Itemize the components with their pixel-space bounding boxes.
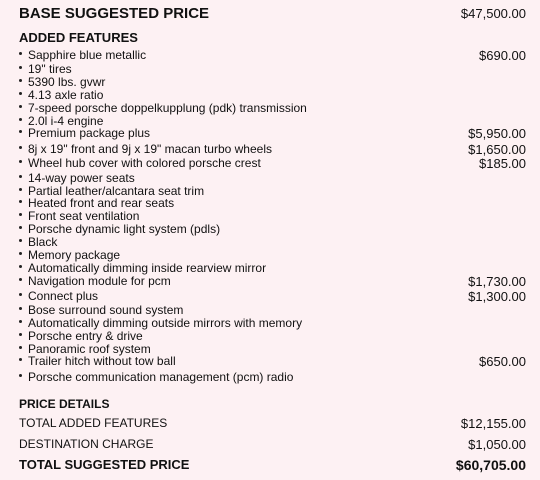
feature-text: 14-way power seats (28, 171, 135, 185)
feature-text: 2.0l i-4 engine (28, 114, 104, 128)
feature-price: $1,650.00 (468, 142, 526, 157)
total-added-value: $12,155.00 (460, 416, 526, 431)
feature-label (19, 142, 272, 156)
feature-label (19, 261, 266, 275)
feature-label (19, 289, 98, 303)
added-features-heading: ADDED FEATURES (19, 30, 138, 45)
total-value: $60,705.00 (455, 457, 526, 473)
feature-text: Memory package (28, 248, 121, 262)
feature-label (19, 329, 143, 343)
bullet-icon (19, 79, 22, 82)
feature-text: 19" tires (28, 62, 72, 76)
bullet-icon (19, 278, 22, 281)
feature-label (19, 48, 146, 62)
base-price-label: BASE SUGGESTED PRICE (19, 5, 210, 22)
feature-label (19, 88, 103, 102)
feature-label (19, 222, 220, 236)
bullet-icon (19, 175, 22, 178)
feature-price: $185.00 (479, 156, 526, 171)
feature-label (19, 196, 174, 210)
feature-label (19, 75, 105, 89)
feature-text: 8j x 19" front and 9j x 19" macan turbo wheels (28, 142, 272, 156)
bullet-icon (19, 265, 22, 268)
bullet-icon (19, 66, 22, 69)
bullet-icon (19, 188, 22, 191)
bullet-icon (19, 130, 22, 133)
feature-text: Bose surround sound system (28, 303, 184, 317)
feature-label (19, 370, 293, 384)
bullet-icon (19, 374, 22, 377)
feature-text: 4.13 axle ratio (28, 88, 104, 102)
bullet-icon (19, 226, 22, 229)
feature-text: 5390 lbs. gvwr (28, 75, 106, 89)
feature-label (19, 126, 150, 140)
destination-value: $1,050.00 (468, 437, 526, 452)
base-price-value: $47,500.00 (460, 6, 526, 21)
feature-price: $5,950.00 (468, 126, 526, 141)
bullet-icon (19, 200, 22, 203)
bullet-icon (19, 92, 22, 95)
feature-text: Wheel hub cover with colored porsche crest (28, 156, 261, 170)
feature-label (19, 62, 72, 76)
bullet-icon (19, 160, 22, 163)
feature-label (19, 274, 171, 288)
feature-label (19, 235, 57, 249)
feature-text: Heated front and rear seats (28, 196, 175, 210)
bullet-icon (19, 52, 22, 55)
feature-price: $650.00 (479, 354, 526, 369)
feature-text: Trailer hitch without tow ball (28, 354, 176, 368)
bullet-icon (19, 358, 22, 361)
feature-price: $690.00 (479, 48, 526, 63)
total-label: TOTAL SUGGESTED PRICE (19, 457, 190, 472)
feature-text: Panoramic roof system (28, 342, 151, 356)
feature-text: Navigation module for pcm (28, 274, 171, 288)
feature-text: Connect plus (28, 289, 99, 303)
bullet-icon (19, 252, 22, 255)
feature-text: Black (28, 235, 58, 249)
feature-text: Porsche communication management (pcm) radio (28, 370, 294, 384)
bullet-icon (19, 213, 22, 216)
bullet-icon (19, 118, 22, 121)
feature-text: 7-speed porsche doppelkupplung (pdk) transmission (28, 101, 307, 115)
feature-text: Partial leather/alcantara seat trim (28, 184, 205, 198)
feature-label (19, 209, 139, 223)
bullet-icon (19, 105, 22, 108)
feature-text: Porsche dynamic light system (pdls) (28, 222, 221, 236)
feature-label (19, 101, 307, 115)
destination-label: DESTINATION CHARGE (19, 437, 154, 451)
bullet-icon (19, 346, 22, 349)
feature-label (19, 248, 120, 262)
feature-price: $1,730.00 (468, 274, 526, 289)
bullet-icon (19, 146, 22, 149)
feature-label (19, 303, 183, 317)
feature-text: Porsche entry & drive (28, 329, 143, 343)
feature-text: Premium package plus (28, 126, 151, 140)
bullet-icon (19, 293, 22, 296)
feature-label (19, 354, 176, 368)
feature-price: $1,300.00 (468, 289, 526, 304)
bullet-icon (19, 333, 22, 336)
total-added-label: TOTAL ADDED FEATURES (19, 416, 168, 430)
feature-label (19, 171, 135, 185)
feature-label (19, 156, 261, 170)
bullet-icon (19, 320, 22, 323)
feature-text: Front seat ventilation (28, 209, 140, 223)
bullet-icon (19, 239, 22, 242)
feature-label (19, 316, 302, 330)
price-details-heading: PRICE DETAILS (19, 397, 110, 411)
feature-text: Sapphire blue metallic (28, 48, 147, 62)
feature-text: Automatically dimming inside rearview mirror (28, 261, 267, 275)
feature-text: Automatically dimming outside mirrors with memory (28, 316, 303, 330)
bullet-icon (19, 307, 22, 310)
